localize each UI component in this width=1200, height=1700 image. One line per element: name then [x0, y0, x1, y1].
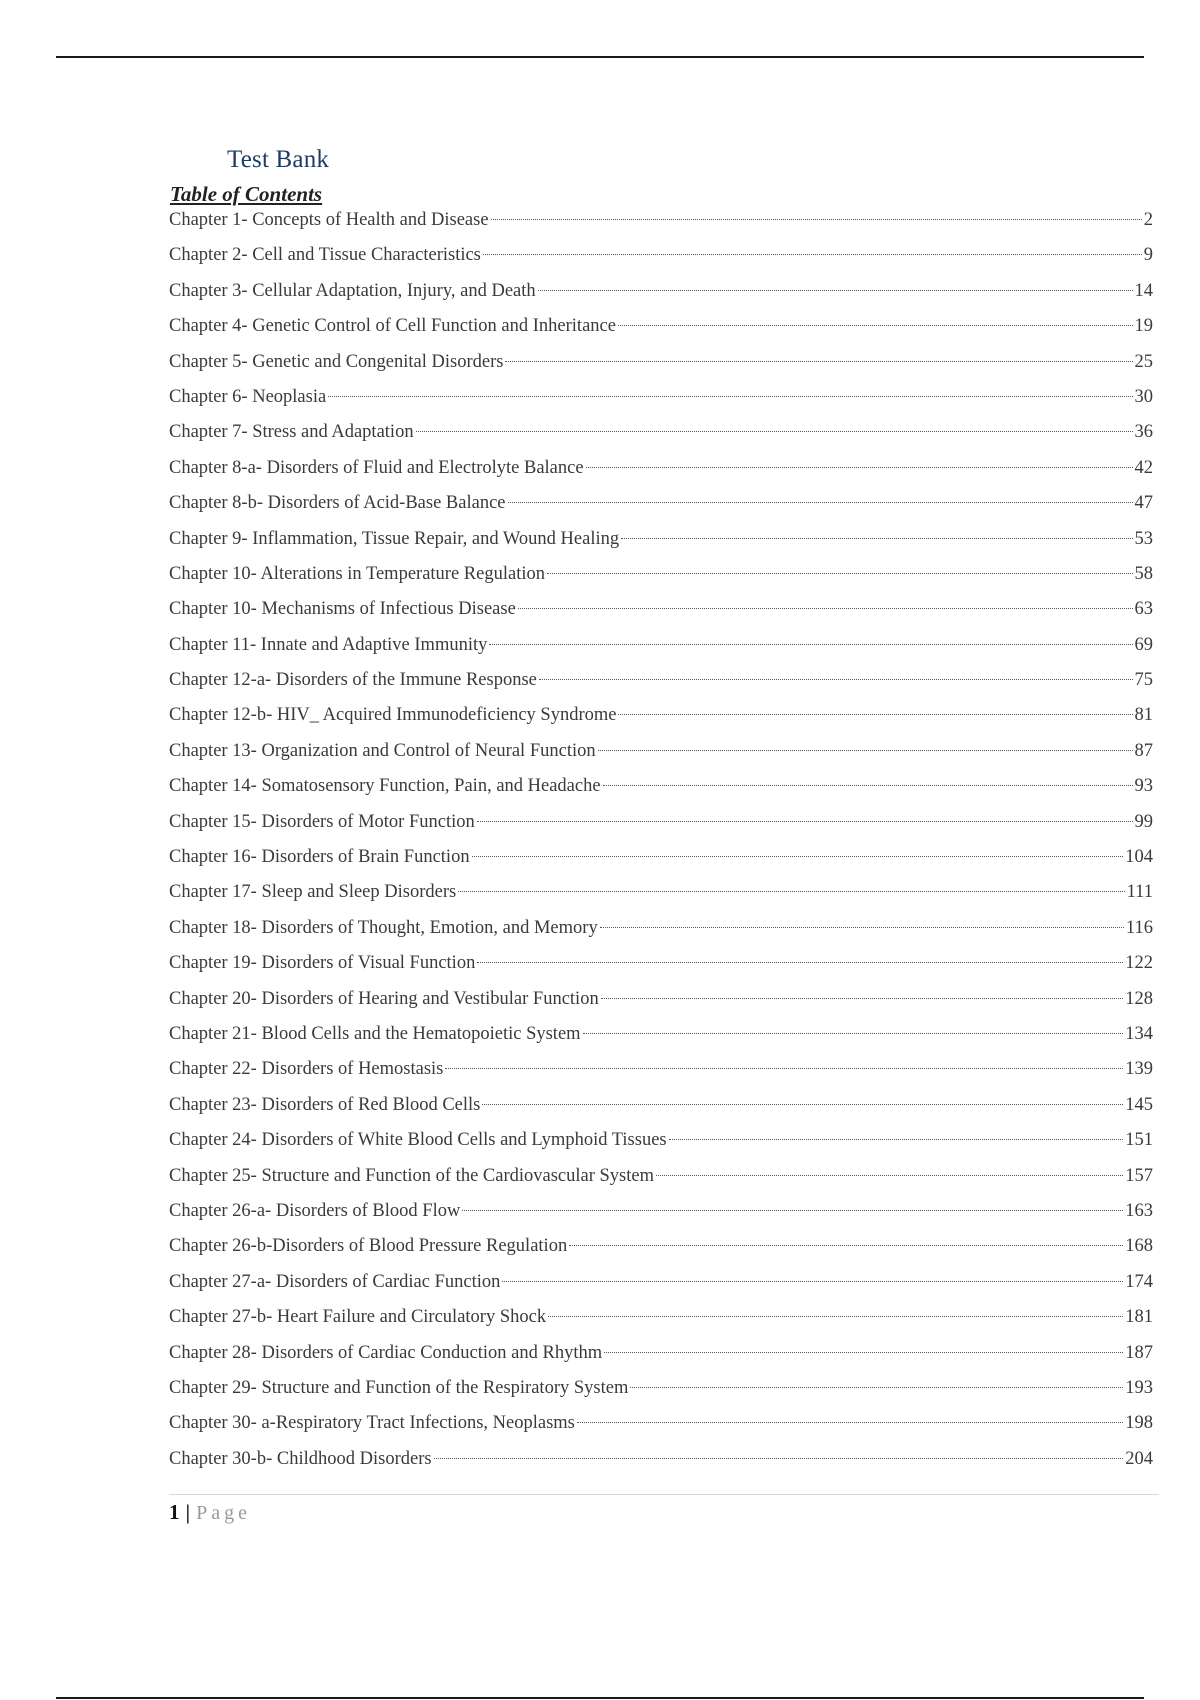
toc-entry[interactable]: [169, 808, 1153, 843]
toc-entry-title[interactable]: Chapter 24- Disorders of White Blood Cells and Lymphoid Tissues: [169, 1130, 667, 1151]
toc-entry[interactable]: [169, 1445, 1153, 1480]
toc-entry[interactable]: [169, 1374, 1153, 1409]
toc-dot-leader: [656, 1175, 1123, 1176]
toc-entry[interactable]: [169, 1268, 1153, 1303]
toc-entry-page[interactable]: 157: [1125, 1165, 1153, 1186]
toc-entry-title[interactable]: Chapter 4- Genetic Control of Cell Function and Inheritance: [169, 316, 616, 337]
toc-entry-title[interactable]: Chapter 12-a- Disorders of the Immune Response: [169, 670, 537, 691]
toc-entry-title[interactable]: Chapter 26-b-Disorders of Blood Pressure Regulation: [169, 1236, 568, 1257]
toc-entry-title[interactable]: Chapter 11- Innate and Adaptive Immunity: [169, 634, 488, 655]
toc-entry[interactable]: [169, 1197, 1153, 1232]
toc-entry-title[interactable]: Chapter 1- Concepts of Health and Disease: [169, 210, 489, 230]
toc-entry[interactable]: [169, 1126, 1153, 1161]
toc-entry[interactable]: [169, 454, 1153, 489]
toc-entry-title[interactable]: Chapter 15- Disorders of Motor Function: [169, 811, 475, 832]
toc-entry-page[interactable]: 111: [1126, 882, 1153, 903]
toc-dot-leader: [547, 573, 1133, 574]
toc-heading: Table of Contents: [170, 182, 323, 206]
page-number: 1: [169, 1500, 180, 1524]
toc-entry-title[interactable]: Chapter 25- Structure and Function of the Cardiovascular System: [169, 1165, 655, 1186]
toc-entry-page[interactable]: 104: [1125, 847, 1153, 868]
toc-dot-leader: [505, 361, 1132, 362]
toc-entry-title[interactable]: Chapter 8-a- Disorders of Fluid and Electrolyte Balance: [169, 457, 584, 478]
toc-dot-leader: [483, 254, 1142, 255]
toc-entry[interactable]: [169, 843, 1153, 878]
toc-entry-page[interactable]: 163: [1125, 1200, 1153, 1221]
toc-dot-leader: [518, 608, 1133, 609]
toc-entry-page[interactable]: 19: [1134, 316, 1153, 337]
footer-rule: [169, 1494, 1159, 1495]
toc-dot-leader: [482, 1104, 1123, 1105]
toc-dot-leader: [618, 325, 1133, 326]
toc-entry[interactable]: [169, 737, 1153, 772]
toc-dot-leader: [618, 714, 1132, 715]
toc-entry-title[interactable]: Chapter 22- Disorders of Hemostasis: [169, 1059, 444, 1080]
toc-dot-leader: [462, 1210, 1123, 1211]
toc-entry-page[interactable]: 128: [1125, 988, 1153, 1009]
toc-dot-leader: [604, 1352, 1123, 1353]
toc-entry-page[interactable]: 93: [1134, 776, 1153, 797]
toc-dot-leader: [621, 538, 1132, 539]
toc-entry[interactable]: [169, 1162, 1153, 1197]
toc-entry-page[interactable]: 81: [1134, 705, 1153, 726]
bottom-rule: [56, 1697, 1144, 1699]
toc-entry[interactable]: [169, 701, 1153, 736]
toc-entry-page[interactable]: 151: [1125, 1130, 1153, 1151]
toc-entry-title[interactable]: Chapter 10- Alterations in Temperature Regulation: [169, 563, 545, 584]
toc-entry[interactable]: [169, 985, 1153, 1020]
toc-dot-leader: [603, 785, 1133, 786]
toc-entry[interactable]: [169, 914, 1153, 949]
toc-entry-page[interactable]: 145: [1125, 1094, 1153, 1115]
toc-entry-page[interactable]: 53: [1134, 528, 1153, 549]
toc-entry[interactable]: [169, 277, 1153, 312]
toc-entry-page[interactable]: 69: [1134, 634, 1153, 655]
toc-dot-leader: [586, 467, 1133, 468]
document-title: Test Bank: [227, 146, 330, 173]
page-label: Page: [196, 1502, 252, 1524]
toc-entry[interactable]: [169, 949, 1153, 984]
toc-entry-title[interactable]: Chapter 19- Disorders of Visual Function: [169, 953, 476, 974]
toc-dot-leader: [600, 927, 1124, 928]
toc-entry-title[interactable]: Chapter 28- Disorders of Cardiac Conduction and Rhythm: [169, 1342, 603, 1363]
toc-entry-title[interactable]: Chapter 2- Cell and Tissue Characteristics: [169, 245, 481, 266]
toc-dot-leader: [601, 998, 1124, 999]
toc-dot-leader: [508, 502, 1133, 503]
toc-entry[interactable]: [169, 878, 1153, 913]
toc-entry-title[interactable]: Chapter 20- Disorders of Hearing and Vestibular Function: [169, 988, 599, 1009]
toc-dot-leader: [669, 1139, 1124, 1140]
table-of-contents: [169, 206, 1153, 1480]
toc-entry-page[interactable]: 198: [1125, 1413, 1153, 1434]
toc-entry-title[interactable]: Chapter 14- Somatosensory Function, Pain, and Headache: [169, 776, 601, 797]
toc-entry-page[interactable]: 116: [1125, 917, 1153, 938]
toc-dot-leader: [445, 1068, 1123, 1069]
toc-entry[interactable]: [169, 1091, 1153, 1126]
toc-entry-page[interactable]: 42: [1134, 457, 1153, 478]
toc-entry[interactable]: [169, 489, 1153, 524]
toc-entry-page[interactable]: 47: [1134, 493, 1153, 514]
toc-entry-title[interactable]: Chapter 3- Cellular Adaptation, Injury, and Death: [169, 280, 536, 301]
toc-dot-leader: [477, 962, 1123, 963]
toc-dot-leader: [538, 290, 1133, 291]
toc-dot-leader: [328, 396, 1132, 397]
toc-entry-page[interactable]: 181: [1125, 1307, 1153, 1328]
toc-dot-leader: [598, 750, 1133, 751]
toc-dot-leader: [491, 219, 1142, 220]
toc-entry-title[interactable]: Chapter 18- Disorders of Thought, Emotion, and Memory: [169, 917, 598, 938]
toc-entry-page[interactable]: 174: [1125, 1271, 1153, 1292]
toc-entry[interactable]: [169, 1232, 1153, 1267]
toc-entry[interactable]: [169, 241, 1153, 276]
toc-entry-title[interactable]: Chapter 27-b- Heart Failure and Circulatory Shock: [169, 1307, 547, 1328]
toc-entry-title[interactable]: Chapter 21- Blood Cells and the Hematopoietic System: [169, 1023, 581, 1044]
toc-entry[interactable]: [169, 525, 1153, 560]
toc-entry-title[interactable]: Chapter 10- Mechanisms of Infectious Disease: [169, 599, 516, 620]
toc-entry[interactable]: [169, 312, 1153, 347]
toc-dot-leader: [583, 1033, 1124, 1034]
toc-entry[interactable]: [169, 418, 1153, 453]
toc-entry-page[interactable]: 36: [1134, 422, 1153, 443]
toc-dot-leader: [489, 644, 1132, 645]
toc-entry[interactable]: [169, 595, 1153, 630]
toc-entry[interactable]: [169, 772, 1153, 807]
toc-entry[interactable]: [169, 1303, 1153, 1338]
toc-dot-leader: [577, 1422, 1123, 1423]
toc-entry-page[interactable]: 14: [1134, 280, 1153, 301]
toc-entry-page[interactable]: 9: [1143, 245, 1153, 266]
toc-entry-title[interactable]: Chapter 7- Stress and Adaptation: [169, 422, 414, 443]
toc-entry-page[interactable]: 58: [1134, 563, 1153, 584]
toc-entry-page[interactable]: 87: [1134, 740, 1153, 761]
toc-dot-leader: [502, 1281, 1123, 1282]
toc-entry-page[interactable]: 122: [1125, 953, 1153, 974]
toc-entry-title[interactable]: Chapter 26-a- Disorders of Blood Flow: [169, 1200, 461, 1221]
toc-entry-page[interactable]: 187: [1125, 1342, 1153, 1363]
toc-entry-title[interactable]: Chapter 8-b- Disorders of Acid-Base Balance: [169, 493, 506, 514]
toc-entry-title[interactable]: Chapter 12-b- HIV_ Acquired Immunodeficiency Syndrome: [169, 705, 617, 726]
toc-entry-title[interactable]: Chapter 27-a- Disorders of Cardiac Function: [169, 1271, 501, 1292]
toc-entry[interactable]: [169, 666, 1153, 701]
toc-entry[interactable]: [169, 631, 1153, 666]
toc-dot-leader: [458, 891, 1124, 892]
toc-entry-title[interactable]: Chapter 30-b- Childhood Disorders: [169, 1448, 432, 1469]
page-separator: |: [185, 1500, 191, 1524]
toc-dot-leader: [434, 1458, 1124, 1459]
toc-entry-page[interactable]: 30: [1134, 386, 1153, 407]
toc-entry-page[interactable]: 168: [1125, 1236, 1153, 1257]
toc-dot-leader: [477, 821, 1133, 822]
page-footer: [169, 1500, 251, 1525]
toc-dot-leader: [548, 1316, 1123, 1317]
top-rule: [56, 56, 1144, 58]
toc-entry-title[interactable]: Chapter 29- Structure and Function of the Respiratory System: [169, 1377, 629, 1398]
toc-entry-page[interactable]: 139: [1125, 1059, 1153, 1080]
toc-dot-leader: [630, 1387, 1123, 1388]
toc-dot-leader: [472, 856, 1124, 857]
toc-entry-title[interactable]: Chapter 5- Genetic and Congenital Disorders: [169, 351, 504, 372]
toc-entry-page[interactable]: 2: [1143, 210, 1153, 230]
toc-entry-page[interactable]: 75: [1134, 670, 1153, 691]
toc-entry-title[interactable]: Chapter 30- a-Respiratory Tract Infections, Neoplasms: [169, 1413, 575, 1434]
toc-dot-leader: [539, 679, 1133, 680]
toc-entry-page[interactable]: 25: [1134, 351, 1153, 372]
toc-entry[interactable]: [169, 1409, 1153, 1444]
toc-entry-title[interactable]: Chapter 9- Inflammation, Tissue Repair, and Wound Healing: [169, 528, 620, 549]
toc-entry-page[interactable]: 63: [1134, 599, 1153, 620]
toc-entry[interactable]: [169, 1339, 1153, 1374]
toc-dot-leader: [416, 431, 1133, 432]
toc-entry-title[interactable]: Chapter 6- Neoplasia: [169, 386, 327, 407]
toc-entry-page[interactable]: 204: [1125, 1448, 1153, 1469]
toc-entry-title[interactable]: Chapter 17- Sleep and Sleep Disorders: [169, 882, 457, 903]
toc-entry-page[interactable]: 99: [1134, 811, 1153, 832]
toc-entry[interactable]: [169, 1055, 1153, 1090]
toc-entry[interactable]: [169, 348, 1153, 383]
toc-entry[interactable]: [169, 560, 1153, 595]
toc-entry[interactable]: [169, 383, 1153, 418]
toc-entry[interactable]: [169, 206, 1153, 241]
toc-entry-page[interactable]: 193: [1125, 1377, 1153, 1398]
toc-entry-title[interactable]: Chapter 23- Disorders of Red Blood Cells: [169, 1094, 481, 1115]
toc-dot-leader: [569, 1245, 1123, 1246]
toc-entry[interactable]: [169, 1020, 1153, 1055]
toc-entry-title[interactable]: Chapter 16- Disorders of Brain Function: [169, 847, 470, 868]
toc-entry-page[interactable]: 134: [1125, 1023, 1153, 1044]
toc-entry-title[interactable]: Chapter 13- Organization and Control of Neural Function: [169, 740, 596, 761]
